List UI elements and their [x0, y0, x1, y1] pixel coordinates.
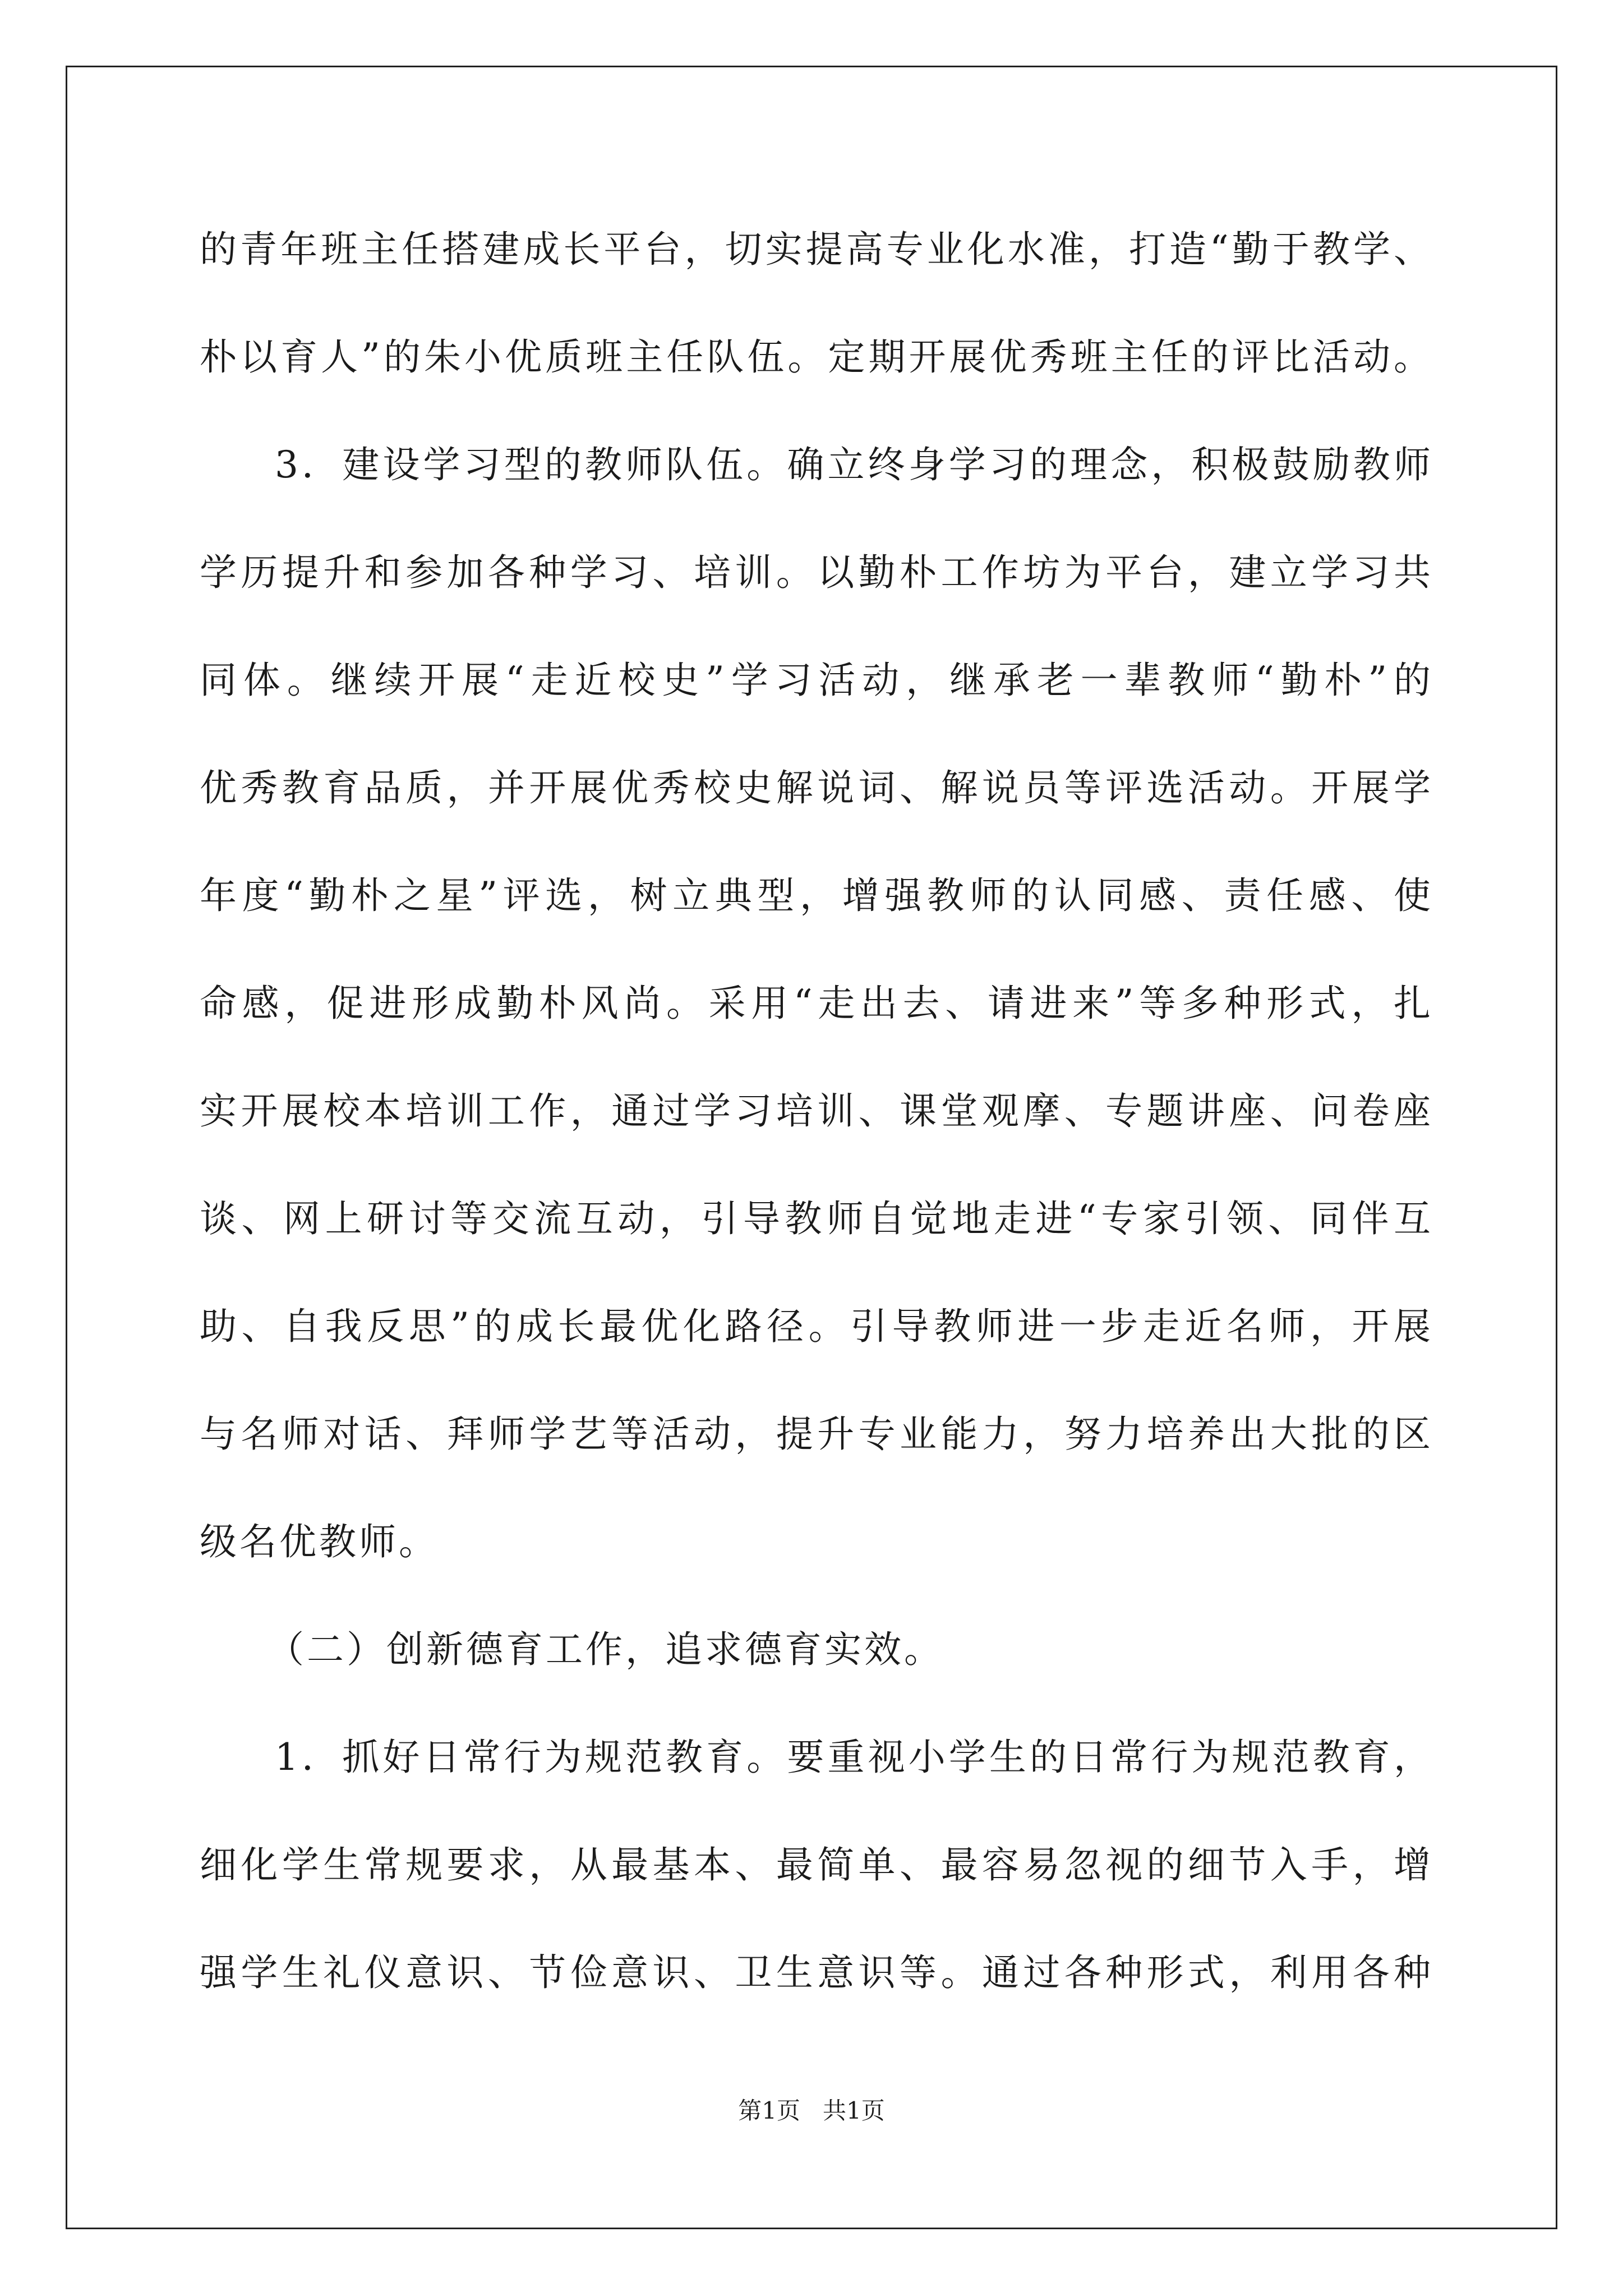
page-footer: 第1页 共1页 — [738, 2097, 885, 2124]
section-heading: （二）创新德育工作，追求德育实效。 — [267, 1628, 944, 1671]
paragraph-line: 命感，促进形成勤朴风尚。采用“走出去、请进来”等多种形式，扎 — [200, 982, 1433, 1025]
page-border — [66, 66, 1557, 2229]
paragraph-line: 级名优教师。 — [200, 1520, 439, 1563]
paragraph-line: 优秀教育品质，并开展优秀校史解说词、解说员等评选活动。开展学 — [200, 766, 1433, 809]
paragraph-line: 与名师对话、拜师学艺等活动，提升专业能力，努力培养出大批的区 — [200, 1412, 1433, 1456]
paragraph-line: 3．建设学习型的教师队伍。确立终身学习的理念，积极鼓励教师 — [275, 443, 1433, 486]
paragraph-line: 学历提升和参加各种学习、培训。以勤朴工作坊为平台，建立学习共 — [200, 551, 1433, 594]
paragraph-line: 的青年班主任搭建成长平台，切实提高专业化水准，打造“勤于教学、 — [200, 228, 1433, 271]
paragraph-line: 细化学生常规要求，从最基本、最简单、最容易忽视的细节入手，增 — [200, 1843, 1433, 1887]
paragraph-line: 年度“勤朴之星”评选，树立典型，增强教师的认同感、责任感、使 — [200, 874, 1433, 917]
paragraph-line: 同体。继续开展“走近校史”学习活动，继承老一辈教师“勤朴”的 — [200, 659, 1433, 702]
paragraph-line: 朴以育人”的朱小优质班主任队伍。定期开展优秀班主任的评比活动。 — [200, 335, 1433, 379]
paragraph-line: 1．抓好日常行为规范教育。要重视小学生的日常行为规范教育， — [275, 1736, 1433, 1779]
paragraph-line: 强学生礼仪意识、节俭意识、卫生意识等。通过各种形式，利用各种 — [200, 1951, 1433, 1994]
paragraph-line: 实开展校本培训工作，通过学习培训、课堂观摩、专题讲座、问卷座 — [200, 1089, 1433, 1133]
paragraph-line: 助、自我反思”的成长最优化路径。引导教师进一步走近名师，开展 — [200, 1305, 1433, 1348]
paragraph-line: 谈、网上研讨等交流互动，引导教师自觉地走进“专家引领、同伴互 — [200, 1197, 1433, 1240]
